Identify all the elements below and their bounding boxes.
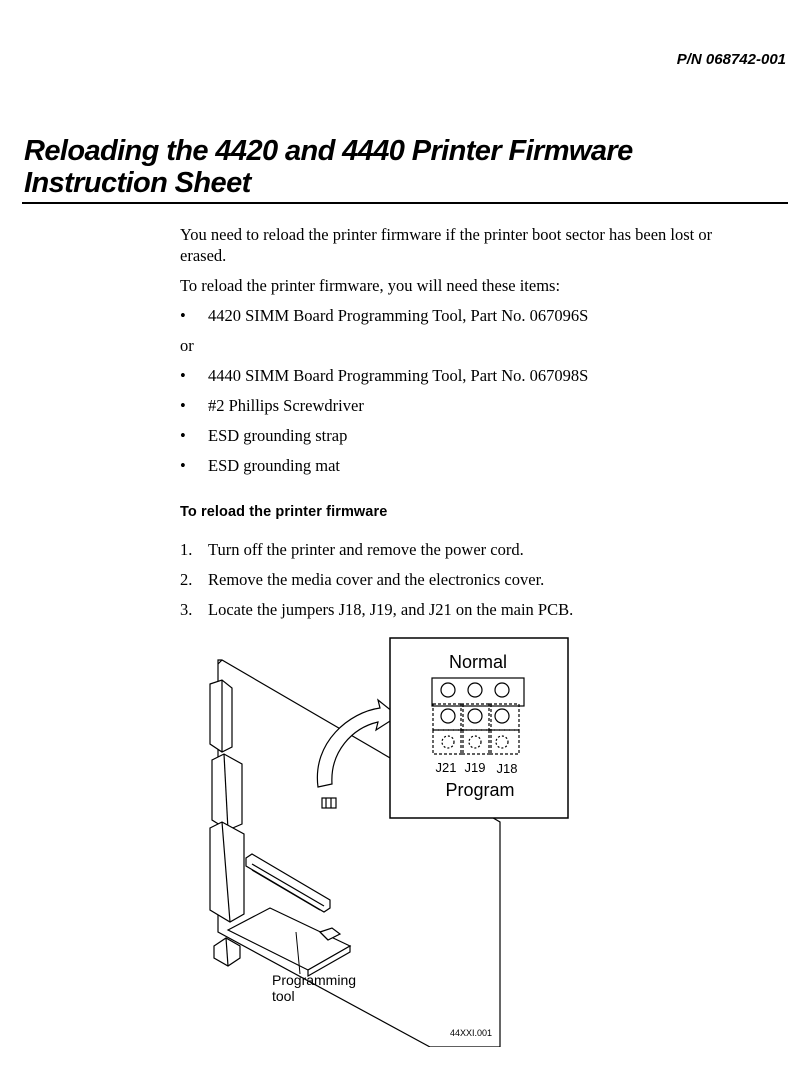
step: [180, 599, 760, 620]
list-item-text: 4440 SIMM Board Programming Tool, Part No. 067098S: [208, 366, 589, 385]
normal-label: Normal: [448, 652, 508, 672]
list-item-text: ESD grounding mat: [208, 456, 340, 475]
title-line-2: Instruction Sheet: [24, 167, 251, 199]
figure-id: 44XXI.001: [450, 1028, 493, 1038]
step: [180, 539, 760, 560]
part-number: P/N 068742-001: [676, 51, 786, 68]
step-text: Turn off the printer and remove the power cord.: [208, 540, 524, 559]
items-intro: To reload the printer firmware, you will need these items:: [180, 276, 561, 295]
tool-label-line-2: tool: [272, 988, 295, 1004]
j19-label: J19: [464, 760, 486, 775]
list-item-text: #2 Phillips Screwdriver: [208, 396, 364, 415]
or-text: or: [180, 336, 194, 355]
j18-label: J18: [496, 761, 518, 776]
instruction-body: [180, 224, 760, 629]
intro-paragraph: You need to reload the printer firmware if the printer boot sector has been lost or erased.: [180, 225, 713, 265]
list-item: [180, 395, 760, 416]
tool-label-line-1: Programming: [272, 972, 357, 988]
step-number: 3.: [180, 600, 193, 619]
list-item-text: ESD grounding strap: [208, 426, 348, 445]
list-item-text: 4420 SIMM Board Programming Tool, Part No. 067096S: [208, 306, 589, 325]
bullet: •: [180, 456, 186, 475]
list-item: [180, 455, 760, 476]
program-label: Program: [445, 780, 515, 800]
list-item: [180, 365, 760, 386]
procedure-heading: To reload the printer firmware: [180, 504, 388, 520]
step-text: Remove the media cover and the electronics cover.: [208, 570, 545, 589]
list-item: [180, 305, 760, 326]
j21-label: J21: [435, 760, 457, 775]
title-rule: [22, 202, 788, 204]
bullet: •: [180, 426, 186, 445]
step-text: Locate the jumpers J18, J19, and J21 on the main PCB.: [208, 600, 574, 619]
jumper-figure: [200, 632, 580, 1047]
step: [180, 569, 760, 590]
step-number: 1.: [180, 540, 193, 559]
bullet: •: [180, 366, 186, 385]
bullet: •: [180, 396, 186, 415]
bullet: •: [180, 306, 186, 325]
page-title: [24, 135, 633, 199]
list-item: [180, 425, 760, 446]
step-number: 2.: [180, 570, 193, 589]
title-line-1: Reloading the 4420 and 4440 Printer Firmware: [24, 135, 633, 167]
